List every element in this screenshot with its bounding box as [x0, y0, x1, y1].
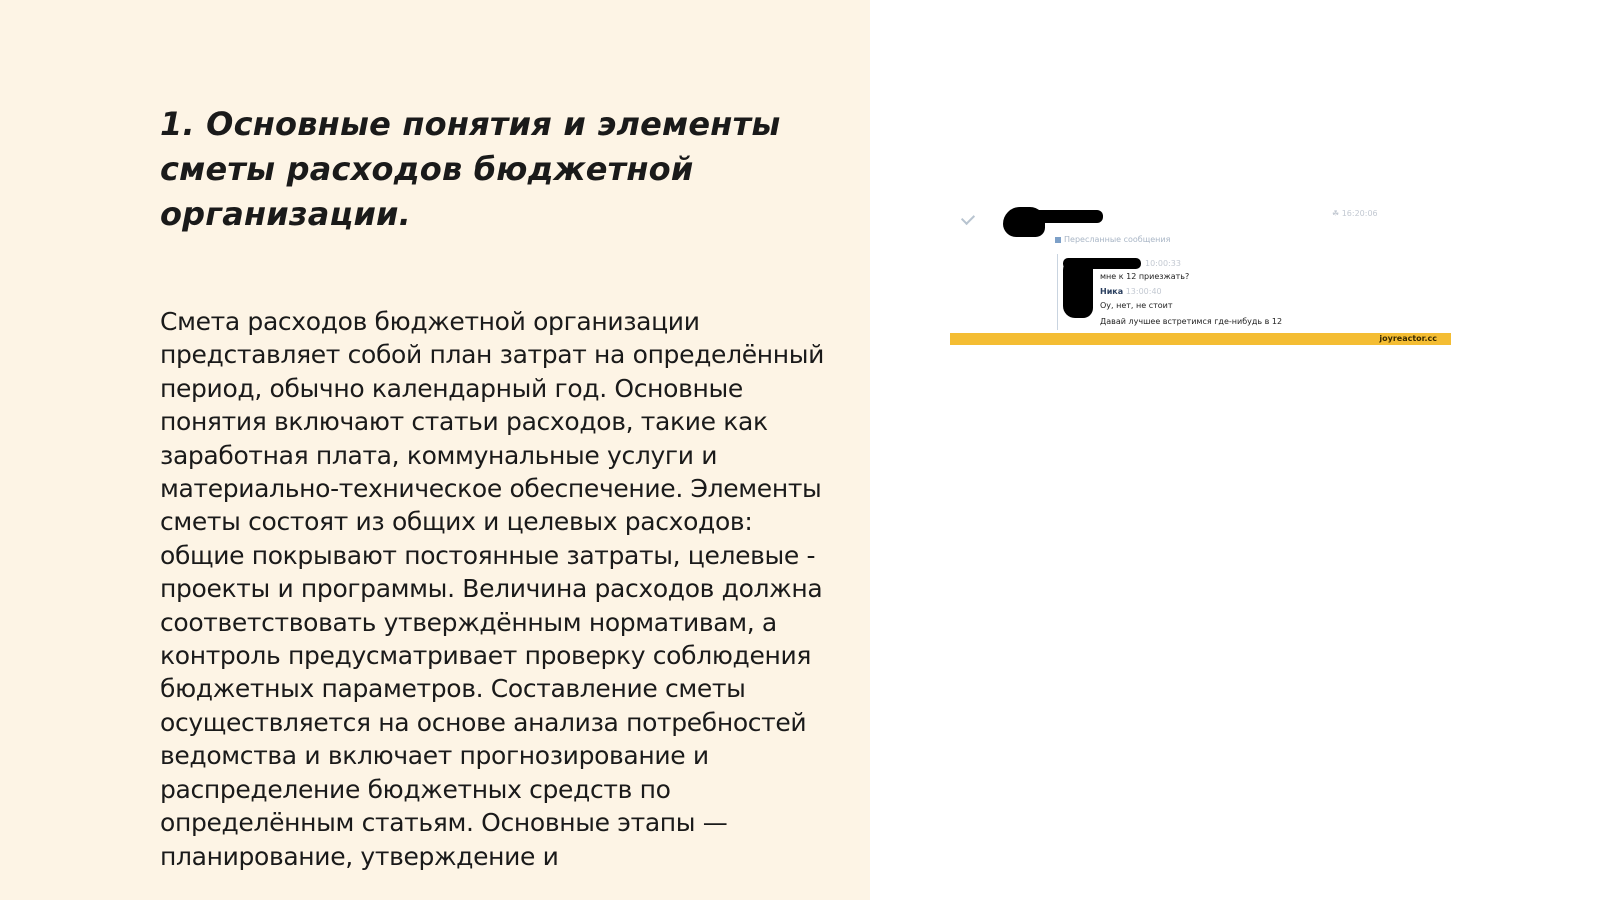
- redaction-scribble: [1063, 258, 1141, 269]
- sender-time: 13:00:40: [1125, 287, 1162, 296]
- chat-message-header: [1100, 287, 1162, 296]
- read-check-icon: [961, 211, 975, 225]
- chat-message: мне к 12 приезжать?: [1100, 272, 1190, 281]
- chat-message: Оу, нет, не стоит: [1100, 301, 1173, 310]
- sender-name: Ника: [1100, 287, 1124, 296]
- forwarded-label-text: Пересланные сообщения: [1064, 235, 1171, 244]
- forward-icon: [1055, 237, 1061, 243]
- watermark-text: joyreactor.cc: [1379, 334, 1437, 343]
- quoted-timestamp: 10:00:33: [1145, 259, 1181, 268]
- forwarded-messages-label: [1055, 235, 1170, 244]
- watermark-bar: [950, 333, 1451, 345]
- quote-bar: [1057, 254, 1058, 330]
- redaction-scribble: [1008, 210, 1103, 223]
- slide-body-text: Смета расходов бюджетной организации представляет собой план затрат на определённый период, обычно календарный год. Основные понятия включают статьи расходов, такие как заработная плата, коммунальные услуги и материально-техническое обеспечение. Элементы сметы состоят из общих и целевых расходов: общие покрывают постоянные затраты, целевые - проекты и программы. Величина расходов должна соответствовать утверждённым нормативам, а контроль предусматривает проверку соблюдения бюджетных параметров. Составление сметы осуществляется на основе анализа потребностей ведомства и включает прогнозирование и распределение бюджетных средств по определённым статьям. Основные этапы — планирование, утверждение и: [160, 307, 825, 871]
- chat-message: Давай лучшее встретимся где-нибудь в 12: [1100, 317, 1283, 326]
- slide-title: 1. Основные понятия и элементы сметы расходов бюджетной организации.: [160, 105, 781, 233]
- image-panel: [870, 0, 1600, 900]
- message-timestamp: ☘ 16:20:06: [1332, 209, 1378, 218]
- chat-screenshot-image: [950, 200, 1451, 346]
